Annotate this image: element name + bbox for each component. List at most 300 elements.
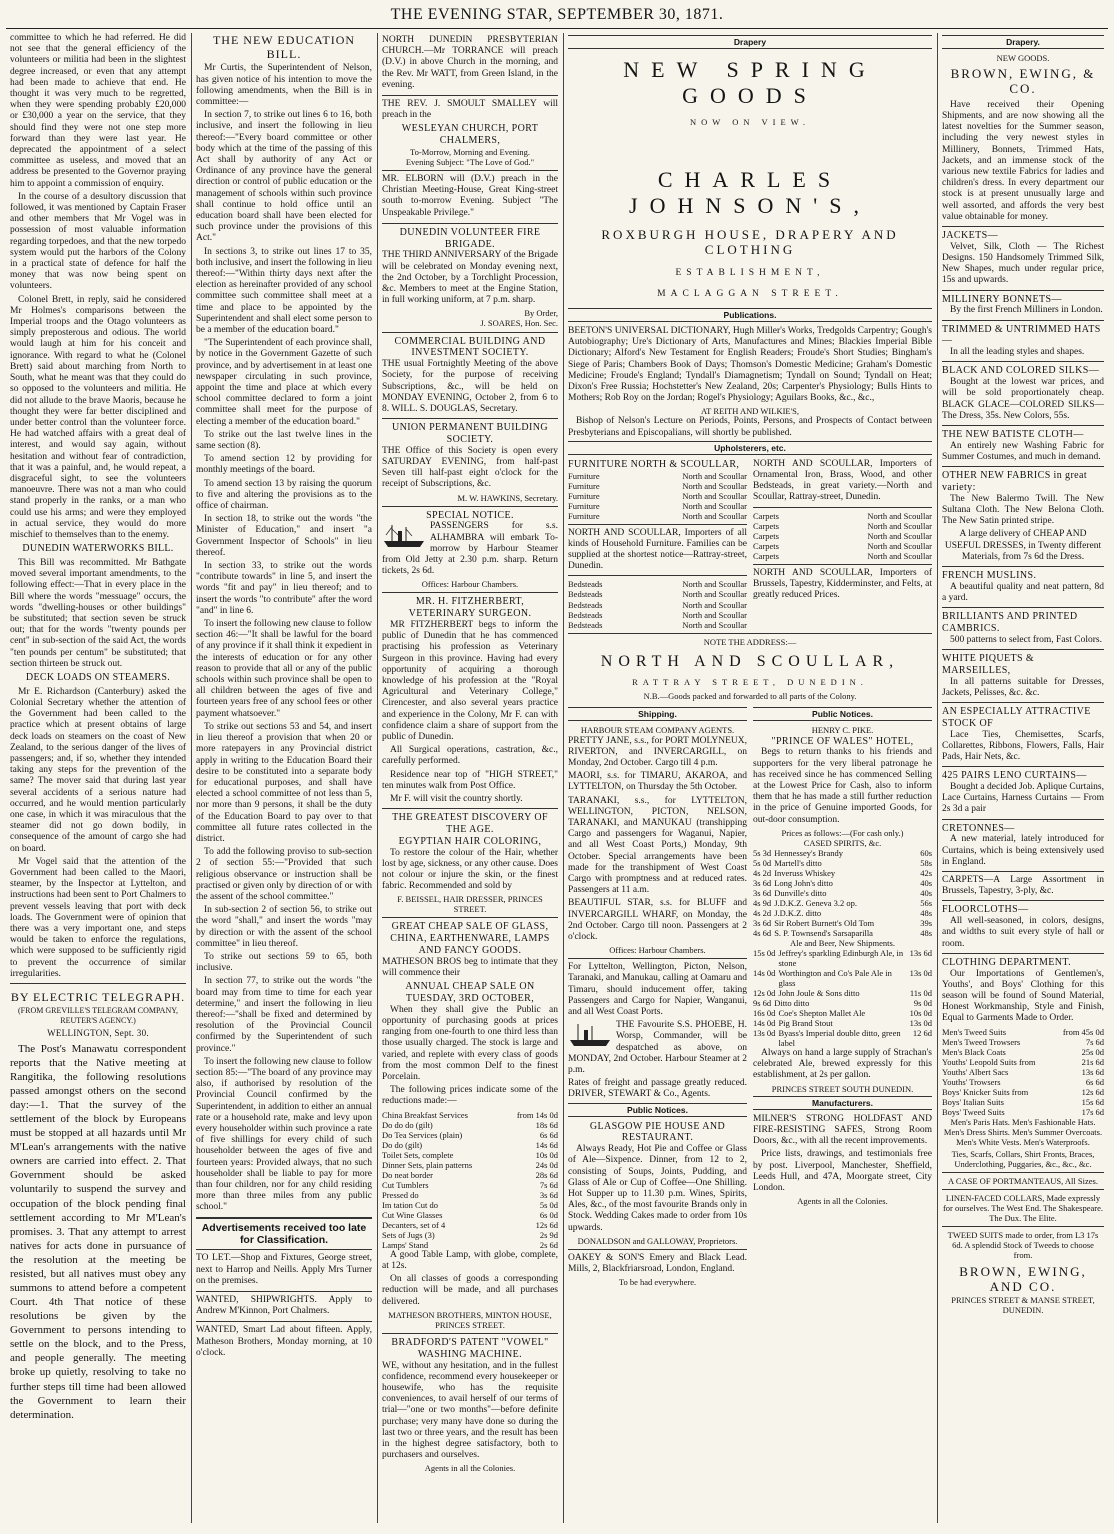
spirit-row-cell: 48s [920, 927, 932, 938]
notice-body: Lace Ties, Chemisettes, Scarfs, Collarettes, Ribbons, Flowers, Falls, Hair Pads, Hair Nets, &c. [942, 729, 1104, 762]
notice-body: When they shall give the Public an opportunity of purchasing goods at prices ranging from one-fourth to one third less than those usually charged. The stock is large and varied, and replete with every class of goods from the most common Delf to the finest Porcelain. [382, 1004, 558, 1083]
divider [196, 1249, 372, 1250]
notice-body: Mr F. will visit the country shortly. [390, 794, 523, 804]
price-row-cell: 3s 6d [539, 1189, 558, 1200]
section-label-upholsterers: Upholsterers, etc. [568, 441, 932, 455]
price-row-cell: Decanters, set of 4 [382, 1219, 446, 1230]
price-row [382, 1200, 558, 1210]
article-paragraph: To strike out sections 53 and 54, and insert in lieu thereof a provision that when 20 or more ratepayers in any Provincial district apply in writing to the Education Board their desire to be constituted into a separate body for educational purposes, and shall have elected a school committee of not less than 5, nor more than 9 persons, it shall be the duty of the Education Board to pay over to that committee all future rates collected in the district. [196, 721, 372, 844]
item-heading: WHITE PIQUETS & MARSEILLES, [942, 652, 1035, 676]
beer-row [753, 948, 932, 968]
notice-signature: Agents in all the Colonies. [797, 1196, 888, 1207]
carpet-row [753, 551, 932, 561]
article-paragraph: To strike out sections 59 to 65, both inclusive. [196, 951, 372, 974]
suit-row-cell: 17s 6d [1081, 1106, 1104, 1117]
price-row-cell: 7s 6d [539, 1179, 558, 1190]
classified-ad: WANTED, SHIPWRIGHTS. Apply to Andrew M'Kinnon, Port Chalmers. [196, 1294, 372, 1317]
divider [196, 1217, 372, 1219]
carpet-list [753, 511, 932, 561]
bedstead-row-cell: North and Scoullar [682, 609, 747, 620]
spirit-row-cell: Hennessey's Brandy [774, 847, 843, 858]
item-heading: OTHER NEW FABRICS in great variety: [942, 470, 1088, 493]
notice-subtitle: Ale and Beer, New Shipments. [790, 937, 895, 948]
price-row-cell: Dinner Sets, plain patterns [382, 1159, 473, 1170]
section-label-publications: Publications. [568, 308, 932, 322]
spirit-row-cell: 5s 0d [753, 857, 772, 868]
bedstead-row-cell: Bedsteads [568, 599, 603, 610]
church-notice: MR. ELBORN will (D.V.) preach in the Christian Meeting-House, Great King-street south to-morrow Evening. Subject "The Unspeakable Privilege." [382, 174, 558, 218]
item-heading: MILLINERY BONNETS— [942, 293, 1062, 305]
notice-body: Always Ready, Hot Pie and Coffee or Glass of Ale—Sixpence. Dinner, from 12 to 2, consisting of Soups, Joints, Pudding, and Glass of Ale or Cup of Coffee—One Shilling. Hot Supper up to 11.30 p.m. Wines, Spirits, Ales, &c., of the most favourite Brands only in Stock. Wedding Cakes made to order from 10s upwards. [568, 1144, 747, 1233]
sermon-subject: Evening Subject: "The Love of God." [405, 157, 535, 168]
notice-body: CARPETS—A Large Assortment in Brussels, Tapestry, 3-ply, &c. [942, 874, 1104, 897]
spirit-row [753, 908, 932, 918]
price-row [382, 1120, 558, 1130]
notice-title: "PRINCE OF WALES" HOTEL, [771, 735, 914, 747]
notice-body: Men's Paris Hats. Men's Fashionable Hats. Men's Dress Shirts. Men's Summer Overcoats. Men's White Vests. Men's Waterproofs. [943, 1116, 1103, 1147]
church-notice: NORTH DUNEDIN PRESBYTERIAN CHURCH.—Mr TORRANCE will preach (D.V.) in above Church in the morning, and the Rev. Mr WATT, from Green Island, in the evening. [382, 35, 558, 90]
divider [942, 1172, 1104, 1173]
spirit-price-list [753, 848, 932, 938]
divider [568, 575, 747, 576]
divider [753, 564, 932, 565]
article-paragraph: In section 7, to strike out lines 6 to 16, both inclusive, and insert the following in lieu thereof:—"Every board committee or other body which at the time of the passing of this Act shall by authority of any Act or Ordinance of any province have the general direction or control of public education or the management of schools within such province shall continue to hold office until an education board shall have been elected for such province under the provisions of this Act." [196, 110, 372, 244]
price-row-cell: Im tation Cut do [382, 1199, 438, 1210]
suit-row-cell: Men's Tweed Suits [942, 1026, 1007, 1037]
article-paragraph: In section 77, to strike out the words "the board may from time to time for each year determine," and insert the following in lieu thereof:—"shall be fixed and determined by resolution of the Provincial Council confirmed by the Superintendent of such province." [196, 976, 372, 1054]
notice-signature: By Order, [524, 308, 558, 319]
notice-title: THE GREATEST DISCOVERY OF THE AGE. [392, 812, 548, 835]
spirit-row-cell: S. P. Townsend's Sarsaparilla [774, 927, 873, 938]
section-label-manufacturers: Manufacturers. [753, 1096, 932, 1110]
price-row-cell: 18s 6d [535, 1119, 558, 1130]
price-row-cell: Do do (gilt) [382, 1139, 423, 1150]
ad-subline: RATTRAY STREET, DUNEDIN. [632, 677, 868, 688]
item-heading: BLACK AND COLORED SILKS— [942, 365, 1100, 377]
price-row [382, 1110, 558, 1120]
ad-subline: NOW ON VIEW. [689, 116, 811, 127]
suit-row-cell: 21s 6d [1081, 1056, 1104, 1067]
suit-row-cell: 15s 6d [1081, 1096, 1104, 1107]
carpet-row-cell: North and Scoullar [867, 510, 932, 521]
price-list [382, 1110, 558, 1250]
notice-title: COMMERCIAL BUILDING AND INVESTMENT SOCIETY. [394, 335, 546, 359]
furniture-row [568, 481, 747, 491]
divider [382, 170, 558, 171]
price-row-cell: 2s 6d [539, 1239, 558, 1250]
column-2 [192, 33, 376, 1523]
divider [942, 425, 1104, 426]
spirit-row-cell: Long John's ditto [774, 877, 833, 888]
divider [942, 1189, 1104, 1190]
divider [942, 649, 1104, 650]
notice-body: MR FITZHERBERT begs to inform the public of Dunedin that he has commenced practising his profession as Veterinary Surgeon in this province. Having had every opportunity of acquiring a thorough knowledge of his profession at the "Royal Agricultural and Veterinary College," Cirencester, and also several years practice and experience in the Colony, Mr F. can with confidence claim a share of support from the public of Dunedin. [382, 619, 558, 742]
suit-row-cell: 12s 6d [1081, 1086, 1104, 1097]
divider [382, 592, 558, 593]
divider [942, 819, 1104, 820]
furniture-row-cell: Furniture [568, 490, 600, 501]
beer-row-cell: 11s 0d [909, 987, 932, 998]
ad-headline: NEW SPRING GOODS [623, 57, 877, 108]
price-row-cell: Toilet Sets, complete [382, 1149, 454, 1160]
section-label-public-notices: Public Notices. [568, 1103, 747, 1117]
column-1 [6, 33, 190, 1523]
notice-body: THE usual Fortnightly Meeting of the above Society, for the purpose of receiving Subscriptions, &c., will be held on MONDAY EVENING, October 2, from 6 to 8. WILL. S. DOUGLAS, Secretary. [382, 359, 558, 414]
divider [942, 290, 1104, 291]
suit-row-cell: 13s 6d [1081, 1066, 1104, 1077]
beer-row [753, 988, 932, 998]
notice-body: On all classes of goods a corresponding reduction will be made, and all purchases delivered. [382, 1274, 558, 1307]
beer-row-cell: 14s 0d [753, 967, 776, 978]
ad-subline: ESTABLISHMENT, [675, 267, 825, 278]
suit-row-cell: 7s 6d [1085, 1036, 1104, 1047]
section-label-drapery: Drapery [568, 35, 932, 49]
notice-body: The New Balermo Twill. The New Sultana Cloth. The New Belona Cloth. The New Satin printed stripe. [942, 493, 1104, 527]
late-ads-title: Advertisements received too late for Classification. [201, 1221, 367, 1246]
divider [942, 871, 1104, 872]
notice-body: All well-seasoned, in colors, designs, and widths to suit every style of hall or room. [942, 916, 1104, 949]
beer-row-cell: Coe's Shepton Mallet Ale [778, 1008, 866, 1018]
notice-body: Our Importations of Gentlemen's, Youths', and Boys' Clothing for this season will be found of Sound Material, Honest Workmanship, Style and Finish, Equal to Garments Made to Order. [942, 968, 1104, 1024]
notice-signature: PRINCES STREET SOUTH DUNEDIN. [771, 1083, 914, 1094]
article-paragraph: To insert the following new clause to follow section 85:—"The board of any province may also, if authorised by resolution of the Provincial Council confirmed by the Superintendent, in addition to either an annual rate or a household rate, make and levy upon every householder within such province a rate of five shillings for every child of such householder between the ages of five and fourteen years: Provided always, that no such householder shall be liable to pay for more than four children, nor for any child residing more than three miles from any public school." [196, 1056, 372, 1213]
divider [382, 95, 558, 96]
notice-body: NORTH AND SCOULLAR, Importers of all kinds of Household Furniture. Families can be supplied at the shortest notice—Rattray-street, Dunedin. [568, 527, 747, 572]
spirit-row-cell: 58s [920, 857, 932, 868]
shipping-notice: BEAUTIFUL STAR, s.s. for BLUFF and INVERCARGILL WHARF, on Monday, the 2nd October. Cargo till noon. Passengers at 2 o'clock. [568, 898, 747, 942]
suit-row [942, 1067, 1104, 1077]
suit-row-cell: Men's Tweed Trowsers [942, 1036, 1021, 1047]
item-heading: CLOTHING DEPARTMENT. [942, 956, 1072, 968]
notice-title: GREAT CHEAP SALE OF GLASS, CHINA, EARTHENWARE, LAMPS AND FANCY GOODS. [390, 921, 550, 957]
shipping-notice: TARANAKI, s.s., for LYTTELTON, WELLINGTON, PICTON, NELSON, TARANAKI, and MANUKAU (transhipping Cargo and passengers for Waganui, Napier, and all West Coast Ports,) Monday, 9th October. Special arrangements have been made for the transhipment of West Coast Cargo with promptness and at reduced rates. Passengers at 11 a.m. [568, 795, 747, 896]
suit-row-cell: Men's Black Coats [942, 1046, 1006, 1057]
divider [382, 808, 558, 809]
price-row-cell: Sets of Jugs (3) [382, 1229, 435, 1240]
price-row [382, 1180, 558, 1190]
beer-row [753, 1018, 932, 1028]
bedstead-row-cell: North and Scoullar [682, 589, 747, 600]
furniture-row [568, 491, 747, 501]
beer-row-cell: 13s 0d [909, 1018, 932, 1029]
notice-body: TWEED SUITS made to order, from L3 17s 6d. A splendid Stock of Tweeds to choose from. [947, 1229, 1099, 1260]
service-time: To-Morrow, Morning and Evening. [410, 147, 530, 158]
notice-body: THE THIRD ANNIVERSARY of the Brigade will be celebrated on Monday evening next, the 2nd October, by a Torchlight Procession, &c. Members to meet at the Engine Station, in full working uniform, at 7 p.m. sharp. [382, 250, 558, 306]
divider [382, 332, 558, 333]
carpet-row-cell: Carpets [753, 530, 779, 541]
divider [942, 361, 1104, 362]
column-5 [938, 33, 1108, 1523]
article-paragraph: Mr Vogel said that the attention of the Government had been called to the Maori, steamer, by the Inspector at Lyttelton, and instructions had been sent to Port Chalmers to prevent vessels leaving that port with deck loads. The Government were of opinion that there was a very important one, and steps would be taken to enforce the regulations, which were supposed to be sufficiently rigid to prevent the occurrence of similar irregularities. [10, 856, 186, 979]
divider [196, 1291, 372, 1292]
price-row [382, 1220, 558, 1230]
notice-body: The following prices indicate some of the reductions made:— [382, 1085, 558, 1107]
classified-ad: WANTED, Smart Lad about fifteen. Apply, Matheson Brothers, Monday morning, at 10 o'clock. [196, 1325, 372, 1358]
spirit-row-cell: Sir Robert Burnett's Old Tom [774, 917, 875, 928]
divider [196, 1321, 372, 1322]
article-title: THE NEW EDUCATION BILL. [212, 33, 356, 62]
spirit-row-cell: 3s 6d [753, 877, 772, 888]
furniture-row [568, 511, 747, 521]
masthead: THE EVENING STAR, SEPTEMBER 30, 1871. [390, 6, 724, 23]
price-row-cell: from 14s 0d [516, 1109, 558, 1120]
spirit-row [753, 858, 932, 868]
article-paragraph: To strike out the last twelve lines in the same section (8). [196, 429, 372, 452]
carpet-row-cell: Carpets [753, 550, 779, 561]
steamship-icon [568, 1022, 612, 1048]
bedstead-row-cell: North and Scoullar [682, 579, 747, 590]
suit-row [942, 1037, 1104, 1047]
notice-title: HENRY C. PIKE. [811, 725, 874, 736]
column-4 [564, 33, 936, 1523]
furniture-row-cell: Furniture [568, 500, 600, 511]
divider [382, 418, 558, 419]
article-paragraph: This Bill was recommitted. Mr Bathgate moved several important amendments, to the following effect:—That in every place in the Bill where the words "messuage" occurs, the words "dwelling-houses or other buildings" be substituted; that section seven be struck out; that for the words "twenty pounds per cent" in sub-section of the said Act, the words "ten pounds per centum" be substituted; that section thirteen be struck out. [10, 557, 186, 669]
hotel-column [753, 705, 932, 1287]
notice-body: Begs to return thanks to his friends and supporters for the very liberal patronage he has received since he has commenced Selling at the Lowest Price for Cash, also to inform them that he has made a still further reduction in the price of Genuine imported Goods, for out-door consumption. [753, 747, 932, 825]
notice-body: Velvet, Silk, Cloth — The Richest Designs. 150 Handsomely Trimmed Silk, New Shapes, much under regular price, 15s and upwards. [942, 241, 1104, 286]
ad-headline: NORTH AND SCOULLAR, [600, 652, 900, 670]
ad-subline: MACLAGGAN STREET. [657, 288, 843, 299]
spirit-row [753, 868, 932, 878]
carpet-row-cell: North and Scoullar [867, 530, 932, 541]
item-heading: CRETONNES— [942, 822, 1015, 834]
suit-row [942, 1047, 1104, 1057]
price-row-cell: Cut Wine Glasses [382, 1209, 443, 1220]
carpet-row-cell: North and Scoullar [867, 550, 932, 561]
furniture-row-cell: Furniture [568, 480, 600, 491]
notice-body: PASSENGERS for s.s. ALHAMBRA will embark To-morrow by Harbour Steamer from Old Jetty at 2.30 p.m. sharp. Return tickets, 2s 6d. [382, 521, 558, 577]
column-3 [378, 33, 562, 1523]
notice-signature: MATHESON BROTHERS, MINTON HOUSE, PRINCES STREET. [388, 1309, 552, 1330]
spirit-row-cell: 4s 2d [753, 907, 772, 918]
furniture-row [568, 471, 747, 481]
price-row-cell: Lamps' Stand [382, 1239, 429, 1250]
spirit-row [753, 878, 932, 888]
notice-signature: To be had everywhere. [618, 1277, 697, 1288]
notice-body: By the first French Milliners in London. [950, 305, 1103, 316]
bedstead-row [568, 600, 747, 610]
spirit-row-cell: J.D.K.Z. Geneva 3.2 op. [774, 897, 858, 908]
upholsterers-left [568, 459, 747, 630]
price-row-cell: 12s 6d [535, 1219, 558, 1230]
spirit-row-cell: 3s 6d [753, 917, 772, 928]
beer-row [753, 998, 932, 1008]
notice-body: Ties, Scarfs, Collars, Shirt Fronts, Braces, Underclothing, Puggaries, &c., &c., &c. [951, 1148, 1095, 1169]
price-row-cell: 14s 6d [535, 1139, 558, 1150]
furniture-row-cell: North and Scoullar [682, 490, 747, 501]
price-row-cell: Cut Tumblers [382, 1179, 429, 1190]
notice-title: UNION PERMANENT BUILDING SOCIETY. [391, 422, 549, 445]
price-row-cell: 2s 9d [539, 1229, 558, 1240]
spirit-row [753, 888, 932, 898]
item-heading: 425 PAIRS LENO CURTAINS— [942, 770, 1087, 782]
notice-body: In all the leading styles and shapes. [950, 347, 1085, 358]
bedstead-row-cell: Bedsteads [568, 579, 603, 590]
divider [568, 958, 747, 959]
spirit-row-cell: 40s [920, 887, 932, 898]
article-paragraph: The Post's Manawatu correspondent reports that the Native meeting at Rangitika, the following resolutions passed amongst others on the second day:—1. That the survey of the settlement of the block by Europeans must be stopped at all hazards until Mr M'Lean's arrangements with the native owners are carried into effect. 2. That Government should be asked voluntarily to suspend the survey and occupation of the block pending final settlement according to Mr M'Lean's promises. 3. That any attempt to arrest natives for acts done in pursuance of the resolution at the meeting be resisted, but all natives must obey any summons to attend before a competent Court. 4th That notice of these resolutions be given by the Government to persons intending to settle on the block, and to the Press, and people generally. The meeting broke up quietly, resolving to take no further steps till time had been allowed the Government to learn their determination. [10, 1042, 186, 1421]
price-row [382, 1240, 558, 1250]
notice-body: To restore the colour of the Hair, whether lost by age, sickness, or any other cause. Does not colour or injure the skin, or the finest fabric. Recommended and sold by [382, 847, 558, 892]
sale-heading: ANNUAL CHEAP SALE ON TUESDAY, 3RD OCTOBER, [405, 981, 535, 1005]
article-paragraph: In sub-section 2 of section 56, to strike out the word "shall," and insert the words "may by direction or with the assent of the school committee" in lieu thereof. [196, 905, 372, 949]
church-notice-title: THE REV. J. SMOULT SMALLEY will preach in the [382, 99, 558, 121]
divider [942, 226, 1104, 227]
notice-signature: Rates of freight and passage greatly reduced. DRIVER, STEWART & Co., Agents. [568, 1078, 747, 1100]
suit-row [942, 1077, 1104, 1087]
spirit-row-cell: 4s 2d [753, 867, 772, 878]
notice-body: Have received their Opening Shipments, and are now showing all the latest novelties for the Summer season, including the very newest styles in Millinery, Bonnets, Trimmed Hats, Jackets, and an immense stock of the various new textile Fabrics for ladies and children's dress. In every department our stock is at present unusually large and well assorted, and affords the very best value obtainable for money. [942, 99, 1104, 222]
spirit-row-cell: J.D.K.Z. ditto [774, 907, 822, 918]
section-label-public-notices: Public Notices. [753, 707, 932, 721]
price-row [382, 1160, 558, 1170]
spirit-row-cell: 4s 9d [753, 897, 772, 908]
price-row [382, 1140, 558, 1150]
shipping-notice: MAORI, s.s. for TIMARU, AKAROA, and LYTTELTON, on Thursday the 5th October. [568, 771, 747, 793]
suit-row-cell: 25s 0d [1081, 1046, 1104, 1057]
article-paragraph: To amend section 13 by raising the quorum to five and altering the provisions as to the office of chairman. [196, 478, 372, 512]
bedstead-row-cell: Bedsteads [568, 589, 603, 600]
notice-body: A good Table Lamp, with globe, complete, at 12s. [382, 1249, 558, 1272]
price-row-cell: Do neat border [382, 1169, 433, 1180]
notice-body: In all patterns suitable for Dresses, Jackets, Pelisses, &c. &c. [942, 676, 1104, 698]
divider [942, 702, 1104, 703]
notice-title: FURNITURE NORTH & SCOULLAR, [568, 458, 740, 470]
price-row-cell: 24s 0d [535, 1159, 558, 1170]
beer-row-cell: Ditto ditto [774, 997, 810, 1008]
divider [753, 507, 932, 508]
ad-subline: N.B.—Goods packed and forwarded to all parts of the Colony. [643, 691, 857, 702]
divider [942, 566, 1104, 567]
item-heading: BRILLIANTS AND PRINTED CAMBRICS. [942, 611, 1078, 634]
notice-body: Residence near top of "HIGH STREET," ten minutes walk from Post Office. [382, 769, 558, 791]
bedstead-row [568, 620, 747, 630]
spirit-row-cell: 3s 6d [753, 887, 772, 898]
spirit-row [753, 928, 932, 938]
price-row-cell: Do Tea Services (plain) [382, 1129, 463, 1140]
item-heading: A CASE OF PORTMANTEAUS, All Sizes. [948, 1175, 1098, 1186]
section-heading: DUNEDIN WATERWORKS BILL. [22, 543, 174, 555]
notice-body: A large delivery of CHEAP AND USEFUL DRESSES, in Twenty different Materials, from 7s 6d the Dress. [944, 529, 1102, 562]
notice-body: LINEN-FACED COLLARS, Made expressly for ourselves. The West End. The Shakespeare. The Dux. The Elite. [942, 1192, 1104, 1223]
article-paragraph: In sections 3, to strike out lines 17 to 35, both inclusive, and insert the following in lieu thereof:—"Within thirty days next after the election as hereinafter provided of any school committee such committee shall meet at a time and place to be appointed by the Superintendent and shall elect some person to be a member of the education board." [196, 246, 372, 335]
beer-row-cell: Jeffrey's sparkling Edinburgh Ale, in stone [778, 947, 904, 968]
beer-row-cell: Byass's Imperial double ditto, green label [778, 1028, 901, 1049]
section-label-shipping: Shipping. [568, 707, 747, 721]
notice-body: Price lists, drawings, and testimonials free by post. Liverpool, Manchester, Sheffield, Leeds Hull, and 47A, Moorgate street, City London. [753, 1149, 932, 1193]
spirit-row-cell: 60s [920, 847, 932, 858]
suit-row-cell: 6s 6d [1085, 1076, 1104, 1087]
suit-row-cell: Boys' Tweed Suits [942, 1106, 1005, 1117]
price-row [382, 1150, 558, 1160]
suit-row [942, 1097, 1104, 1107]
bedstead-row-cell: Bedsteads [568, 619, 603, 630]
price-row-cell: 6s 6d [539, 1129, 558, 1140]
notice-body: BEETON'S UNIVERSAL DICTIONARY, Hugh Miller's Works, Tredgolds Carpentry; Gough's Autobiography; Ure's Dictionary of Arts, Manufactures and Mines; Blackies Imperial Bible Dictionary; Alford's New Testament for English Readers; Froude's Short Studies; Bingham's Siege of Paris; Chambers Book of Days; Thomson's Domestic Medicine; Graham's Domestic Medicine; Froude's England; Tyndall's Diamagnetism; Tyndall on Sound; Tyndall on Heat; Dixon's Free Russia; Hochstetter's New Zealand, 20s; Carpenter's Physiology; Bulls Hints to Mothers; Rob Roy on the Jordan; Rogel's Physiology; Aguilars Books, &c., &c., [568, 325, 932, 404]
ad-headline: CHARLES JOHNSON'S, [629, 166, 871, 218]
carpet-row-cell: North and Scoullar [867, 540, 932, 551]
divider [942, 1226, 1104, 1227]
upholsterers-grid [568, 459, 932, 630]
bedstead-row-cell: North and Scoullar [682, 599, 747, 610]
divider [382, 917, 558, 918]
suit-row-cell: from 45s 0d [1062, 1026, 1104, 1037]
notice-title: NEW GOODS. [996, 53, 1050, 64]
dateline: WELLINGTON, Sept. 30. [47, 1028, 149, 1039]
furniture-row-cell: North and Scoullar [682, 510, 747, 521]
notice-signature: F. BEISSEL, HAIR DRESSER, PRINCES STREET. [397, 894, 543, 915]
notice-subtitle: CASED SPIRITS, &c. [803, 837, 882, 848]
price-row-cell: 5s 0d [539, 1199, 558, 1210]
steamship-icon [382, 523, 426, 549]
article-paragraph: Mr Curtis, the Superintendent of Nelson, has given notice of his intention to move the following amendments, when the Bill is in committee:— [196, 63, 372, 107]
beer-row-cell: 13s 6d [909, 947, 932, 958]
section-label-drapery: Drapery. [942, 35, 1104, 49]
article-paragraph: In section 33, to strike out the words "contribute towards" in line 5, and insert the words "fit and pay" in lieu thereof; and to insert the words "to contribute" after the word "and" in line 6. [196, 561, 372, 616]
furniture-row-cell: North and Scoullar [682, 500, 747, 511]
item-heading: TRIMMED & UNTRIMMED HATS— [942, 323, 1101, 347]
notice-body: A new material, lately introduced for Curtains, which is being extensively used in England. [942, 834, 1104, 867]
article-paragraph: Mr E. Richardson (Canterbury) asked the Colonial Secretary whether the attention of the Government had been called to the practice which at present obtains of large deck loads on steamers on the coast of New Zealand, to the serious danger of the lives of passengers; and, if so, whether they intended taking any steps for the prevention of the same? The mover said that during last year several accidents of a serious nature had occurred, and he would mention particularly one case, in which it was miraculous that the steamer did not go down bodily, in consequence of the amount of cargo she had on board. [10, 686, 186, 854]
bedstead-row-cell: North and Scoullar [682, 619, 747, 630]
notice-title: MR. H. FITZHERBERT, VETERINARY SURGEON. [408, 596, 532, 620]
price-row [382, 1230, 558, 1240]
spirit-row [753, 918, 932, 928]
article-paragraph: To insert the following new clause to follow section 46:—"It shall be lawful for the board of any province if it shall think it expedient in the interests of education or for any other reason to provide that all or any of the public schools within such province shall be open to all children between the ages of five and fourteen years free of any school fees or other payment whatsoever." [196, 619, 372, 719]
article-paragraph: To amend section 12 by providing for monthly meetings of the board. [196, 454, 372, 476]
lower-grid [568, 705, 932, 1287]
divider [942, 900, 1104, 901]
beer-row-cell: 10s 0d [909, 1008, 932, 1018]
suit-row-cell: Youths' Leopold Suits from [942, 1056, 1036, 1067]
furniture-list [568, 471, 747, 521]
item-heading: JACKETS— [942, 229, 998, 241]
price-row-cell: 28s 6d [535, 1169, 558, 1180]
carpet-row-cell: North and Scoullar [867, 520, 932, 531]
beer-row-cell: 12s 0d [753, 987, 776, 998]
divider [382, 1333, 558, 1334]
beer-row-cell: John Joule & Sons ditto [778, 987, 860, 998]
notice-body: MATHESON BROS beg to intimate that they will commence their [382, 956, 558, 979]
notice-body: OAKEY & SON'S Emery and Black Lead. Mills, 2, Blackfriarsroad, London, England. [568, 1252, 747, 1275]
notice-body: Always on hand a large supply of Strachan's celebrated Ale, brewed expressly for this establishment, at 2s per gallon. [753, 1048, 932, 1081]
ad-headline: BROWN, EWING, AND CO. [959, 1263, 1087, 1295]
price-row-cell: 6s 0d [539, 1209, 558, 1220]
section-heading: DECK LOADS ON STEAMERS. [25, 671, 171, 683]
notice-signature: AT REITH AND WILKIE'S, [700, 406, 799, 417]
article-paragraph: "The Superintendent of each province shall, by notice in the Government Gazette of such province, and by advertisement in at least one newspaper circulating in such province, appoint the time and place at which every school committee declared to form a joint committee shall meet for the purpose of electing a member of the education board." [196, 338, 372, 427]
spirit-row-cell: 56s [920, 897, 932, 908]
article-paragraph: In the course of a desultory discussion that followed, it was mentioned by Captain Fraser and other members that Mr Vogel was in possession of most valuable information regarding torpedoes, and that the new torpedo system would put the harbors of the Colony in a practical state of defence for half the money that was now being spent on volunteers. [10, 191, 186, 292]
spirit-row-cell: 4s 6d [753, 927, 772, 938]
divider [942, 766, 1104, 767]
carpet-row-cell: Carpets [753, 540, 779, 551]
divider [942, 953, 1104, 954]
carpet-row-cell: Carpets [753, 510, 779, 521]
price-row-cell: 10s 0d [535, 1149, 558, 1160]
notice-body: Bishop of Nelson's Lecture on Periods, Points, Persons, and Prospects of Contact between Presbyterians and Episcopalians, will shortly be published. [568, 416, 932, 438]
beer-row-cell: 13s 0d [909, 967, 932, 978]
notice-title: DUNEDIN VOLUNTEER FIRE BRIGADE. [399, 226, 541, 250]
price-row [382, 1210, 558, 1220]
price-row [382, 1130, 558, 1140]
ad-subline: PRINCES STREET & MANSE STREET, DUNEDIN. [951, 1294, 1095, 1315]
price-row-cell: China Breakfast Services [382, 1109, 468, 1120]
bedstead-list [568, 579, 747, 629]
note-address: NOTE THE ADDRESS:— [703, 636, 797, 647]
divider [382, 506, 558, 507]
